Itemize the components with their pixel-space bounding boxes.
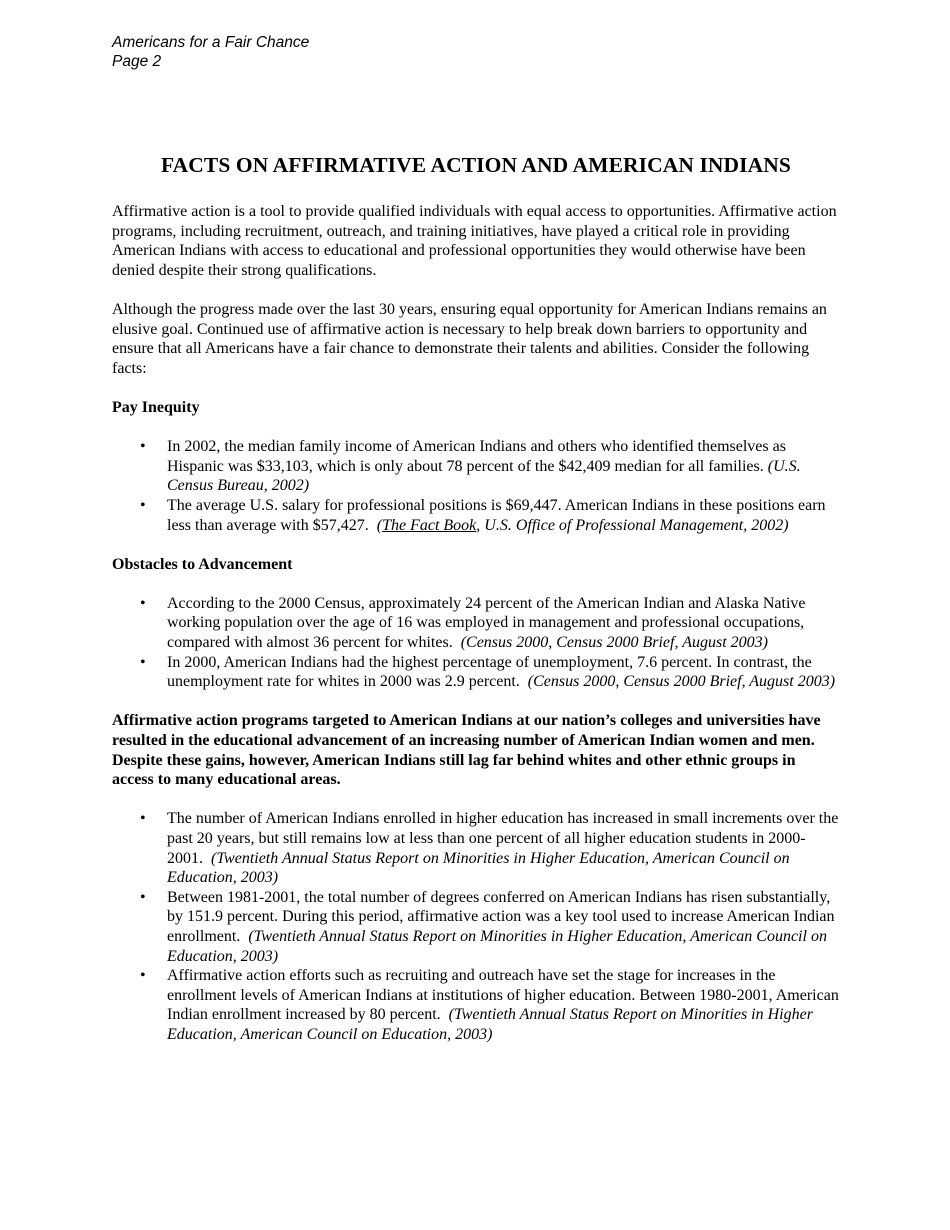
document-body (112, 152, 840, 1064)
citation: (U.S. Census Bureau, 2002) (167, 457, 801, 495)
list-item (140, 437, 840, 496)
citation: (Census 2000, Census 2000 Brief, August 2003) (527, 673, 836, 691)
header-org: Americans for a Fair Chance (112, 34, 310, 51)
bullet-icon: • (140, 653, 146, 671)
citation-rest: , U.S. Office of Professional Management, 2002) (476, 516, 789, 534)
pay-inequity-list (112, 437, 840, 535)
citation: (Twentieth Annual Status Report on Minorities in Higher Education, American Council on Education, 2003) (167, 927, 827, 965)
intro-paragraph-2: Although the progress made over the last 30 years, ensuring equal opportunity for American Indians remains an elusive goal. Continued use of affirmative action is necessary to help break down barriers to opportunity and ensure that all Americans have a fair chance to demonstrate their talents and abilities. Consider the following facts: (112, 300, 827, 377)
section-heading-obstacles: Obstacles to Advancement (112, 555, 293, 573)
list-item-text: The average U.S. salary for professional positions is $69,447. American Indians in these positions earn less than average with $57,427. (167, 496, 826, 534)
list-item-text: The number of American Indians enrolled in higher education has increased in small increments over the past 20 years, but still remains low at less than one percent of all higher education students in 2000-2001. (167, 810, 839, 867)
citation-open: ( (376, 516, 383, 534)
education-statement: Affirmative action programs targeted to American Indians at our nation’s colleges and universities have resulted in the educational advancement of an increasing number of American Indian women and men. Despite these gains, however, American Indians still lag far behind whites and other ethnic groups in access to many educational areas. (112, 712, 821, 789)
bullet-icon: • (140, 888, 146, 906)
bullet-icon: • (140, 810, 146, 828)
citation (377, 517, 789, 534)
list-item-text: In 2002, the median family income of American Indians and others who identified themselves as Hispanic was $33,103, which is only about 78 percent of the $42,409 median for all families. (167, 438, 786, 475)
list-item-text: Between 1981-2001, the total number of degrees conferred on American Indians has risen substantially, by 151.9 percent. During this period, affirmative action was a key tool used to increase American Indian enrollment. (167, 888, 835, 945)
list-item-text: Affirmative action efforts such as recruiting and outreach have set the stage for increases in the enrollment levels of American Indians at institutions of higher education. Between 1980-2001, American Indian enrollment increased by 80 percent. (167, 967, 839, 1024)
list-item (140, 653, 840, 692)
citation: (Twentieth Annual Status Report on Minorities in Higher Education, American Council on Education, 2003) (167, 849, 790, 887)
list-item-text: In 2000, American Indians had the highest percentage of unemployment, 7.6 percent. In contrast, the unemployment rate for whites in 2000 was 2.9 percent. (167, 653, 812, 691)
list-item-text: According to the 2000 Census, approximately 24 percent of the American Indian and Alaska Native working population over the age of 16 was employed in management and professional occupations, compared with almost 36 percent for whites. (167, 594, 806, 652)
bullet-icon: • (140, 594, 146, 612)
list-item (140, 966, 840, 1044)
citation: (Twentieth Annual Status Report on Minorities in Higher Education, American Council on Education, 2003) (167, 1006, 813, 1043)
bullet-icon: • (140, 438, 146, 456)
education-list (112, 809, 840, 1044)
page-header (112, 33, 309, 71)
citation: (Census 2000, Census 2000 Brief, August 2003) (460, 634, 768, 652)
list-item (140, 594, 840, 653)
list-item (140, 809, 840, 887)
bullet-icon: • (140, 496, 146, 514)
document-title: FACTS ON AFFIRMATIVE ACTION AND AMERICAN INDIANS (161, 153, 791, 177)
intro-paragraph-1: Affirmative action is a tool to provide qualified individuals with equal access to opportunities. Affirmative action programs, including recruitment, outreach, and training initiatives, have played a critical role in providing American Indians with access to educational and professional opportunities they would otherwise have been denied despite their strong qualifications. (112, 203, 837, 279)
bullet-icon: • (140, 967, 146, 985)
citation-title: The Fact Book (382, 516, 477, 534)
list-item (140, 888, 840, 966)
header-page-number: Page 2 (112, 53, 162, 70)
section-heading-pay-inequity: Pay Inequity (112, 398, 200, 416)
list-item (140, 496, 840, 535)
obstacles-list (112, 594, 840, 692)
